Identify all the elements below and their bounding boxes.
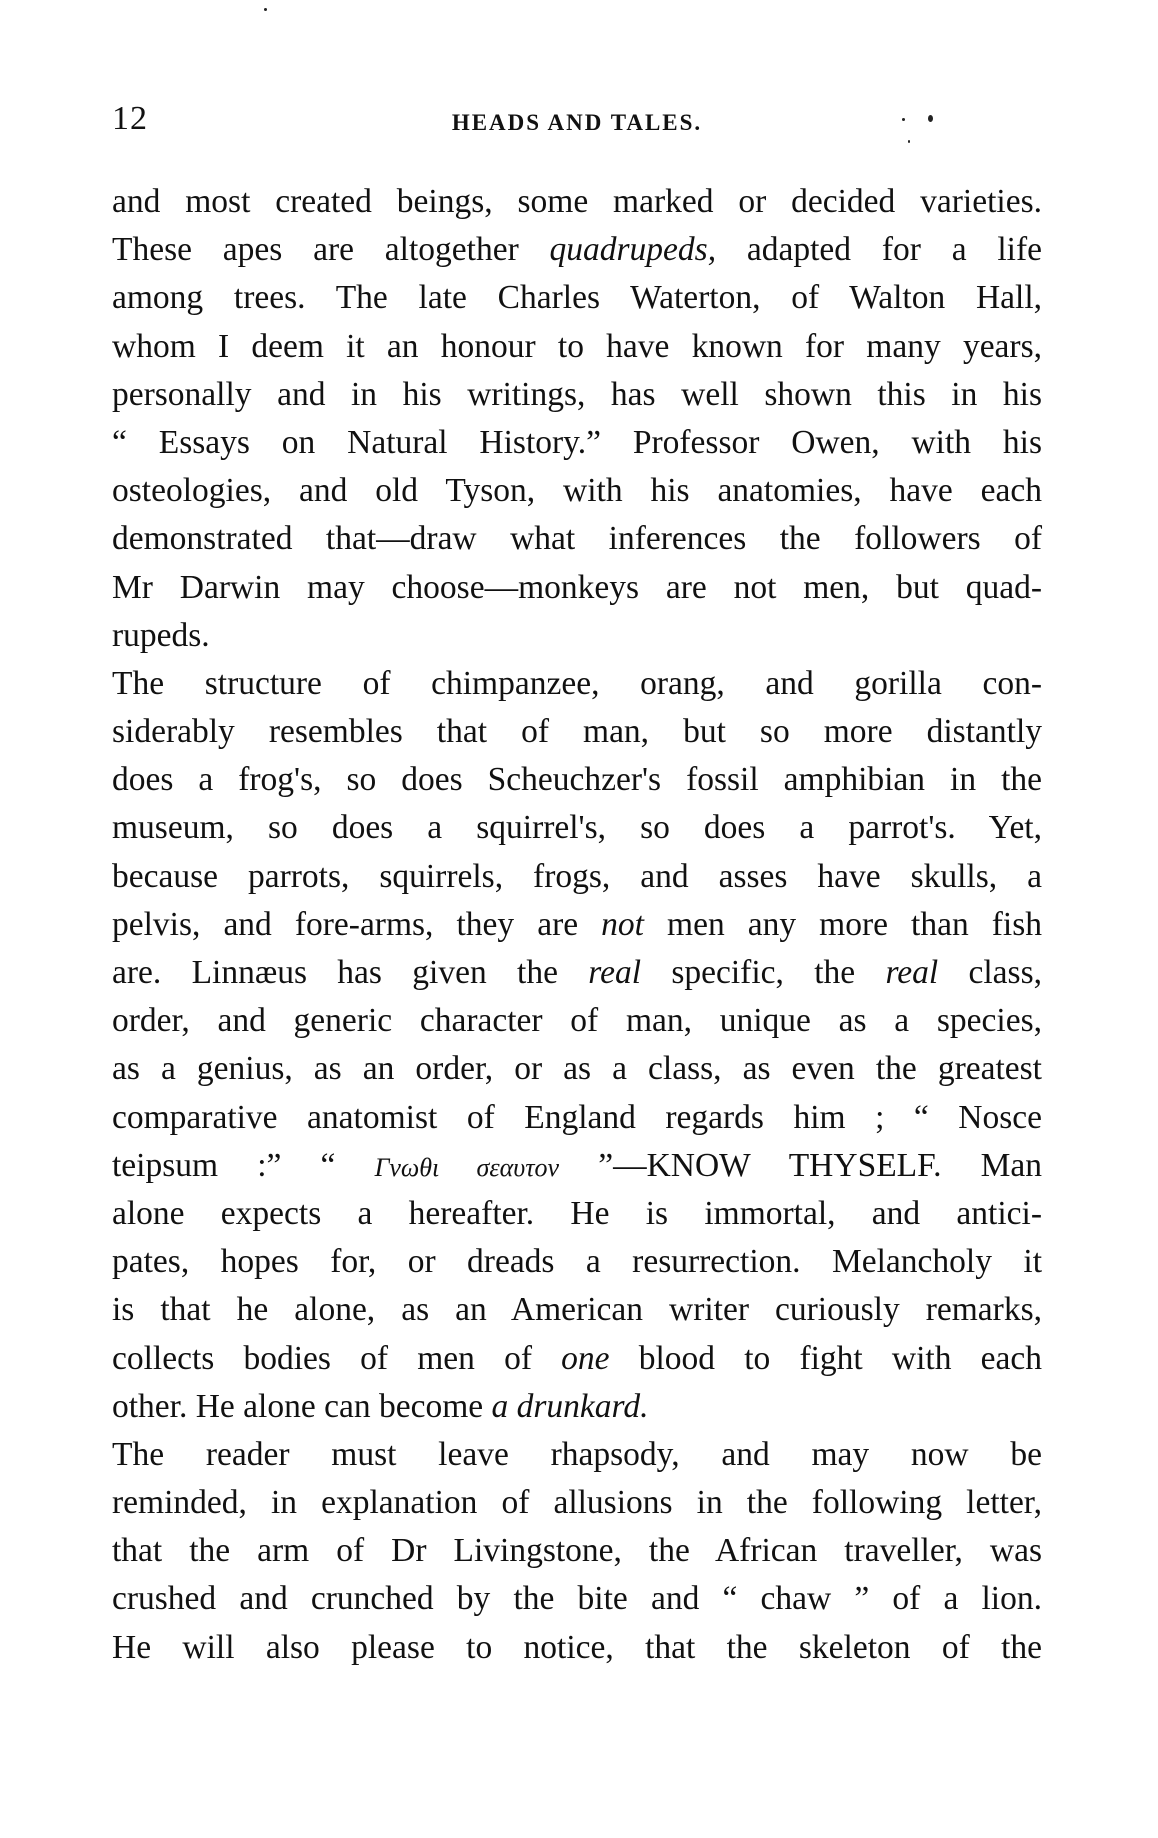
text-line [112,708,1042,756]
text-run: osteologies, and old Tyson, with his anatomies, have each [112,472,1042,510]
text-line [112,178,1042,226]
text-line [112,323,1042,371]
text-run: because parrots, squirrels, frogs, and asses have skulls, a [112,857,1042,895]
text-run: men any more than fish [643,905,1042,943]
text-line [112,1142,1042,1190]
italic-text: not [601,905,644,943]
text-run: other. He alone can become [112,1387,492,1425]
text-line [112,1045,1042,1093]
text-line [112,804,1042,852]
text-line [112,1238,1042,1286]
print-speck [902,118,905,121]
text-line [112,419,1042,467]
text-line [112,1383,1042,1431]
text-line [112,1094,1042,1142]
text-run: adapted for a life [716,231,1042,269]
text-line [112,949,1042,997]
page-number: 12 [112,100,148,137]
text-run: museum, so does a squirrel's, so does a parrot's. Yet, [112,809,1042,847]
text-line [112,1479,1042,1527]
italic-text: a drunkard. [491,1387,649,1425]
text-line [112,1575,1042,1623]
body-text [112,178,1042,1672]
text-run: comparative anatomist of England regards him ; “ Nosce [112,1098,1042,1136]
text-line [112,612,1042,660]
text-run: whom I deem it an honour to have known for many years, [112,327,1042,365]
text-run: that the arm of Dr Livingstone, the African traveller, was [112,1532,1042,1570]
text-run: blood to fight with each [609,1339,1042,1377]
text-run: teipsum :” “ [112,1146,375,1184]
text-run: specific, the [641,954,886,991]
text-run: class, [938,954,1043,991]
text-run: rupeds. [112,616,210,654]
text-run: siderably resembles that of man, but so more distantly [112,713,1042,751]
text-run: are. Linnæus has given the [112,954,589,991]
italic-text: quadrupeds, [549,231,717,269]
text-line [112,226,1042,274]
text-run: He will also please to notice, that the skeleton of the [112,1628,1042,1666]
text-run: These apes are altogether [112,231,550,269]
text-run: among trees. The late Charles Waterton, of Walton Hall, [112,279,1042,317]
text-run: collects bodies of men of [112,1339,562,1377]
text-line [112,1286,1042,1334]
italic-text: one [561,1339,610,1377]
text-run: alone expects a hereafter. He is immortal, and antici- [112,1194,1042,1232]
greek-text: Γνωθι σεαυτον [374,1152,560,1182]
print-speck [264,8,267,11]
text-run: crushed and crunched by the bite and “ chaw ” of a lion. [112,1580,1042,1618]
text-line [112,901,1042,949]
text-line [112,371,1042,419]
text-run: order, and generic character of man, unique as a species, [112,1002,1042,1040]
text-line [112,274,1042,322]
text-line [112,1335,1042,1383]
text-run: Mr Darwin may choose—monkeys are not men, but quad- [112,568,1042,606]
text-run: is that he alone, as an American writer curiously remarks, [112,1291,1042,1329]
italic-text: real [588,954,642,991]
text-line [112,1527,1042,1575]
text-run: pates, hopes for, or dreads a resurrection. Melancholy it [112,1243,1042,1281]
text-run: and most created beings, some marked or decided varieties. [112,183,1042,220]
text-run: demonstrated that—draw what inferences the followers of [112,520,1042,558]
text-line [112,467,1042,515]
text-line [112,515,1042,563]
text-run: pelvis, and fore-arms, they are [112,905,602,943]
text-line [112,1190,1042,1238]
text-run: does a frog's, so does Scheuchzer's fossil amphibian in the [112,761,1042,799]
text-line [112,564,1042,612]
text-line [112,853,1042,901]
text-line [112,997,1042,1045]
text-run: The reader must leave rhapsody, and may now be [112,1435,1042,1473]
text-run: personally and in his writings, has well shown this in his [112,375,1042,413]
text-run: The structure of chimpanzee, orang, and gorilla con- [112,664,1042,702]
italic-text: real [885,954,939,991]
print-speck [928,115,933,122]
text-line [112,1624,1042,1672]
text-line [112,756,1042,804]
text-run: “ Essays on Natural History.” Professor Owen, with his [112,423,1042,461]
running-title: HEADS AND TALES. [451,110,703,135]
text-run: as a genius, as an order, or as a class, as even the greatest [112,1050,1042,1088]
text-line [112,660,1042,708]
running-head [112,100,1042,150]
text-line [112,1431,1042,1479]
text-run: ”—KNOW THYSELF. Man [559,1146,1043,1184]
text-run: reminded, in explanation of allusions in the following letter, [112,1484,1042,1522]
print-speck [908,140,910,143]
